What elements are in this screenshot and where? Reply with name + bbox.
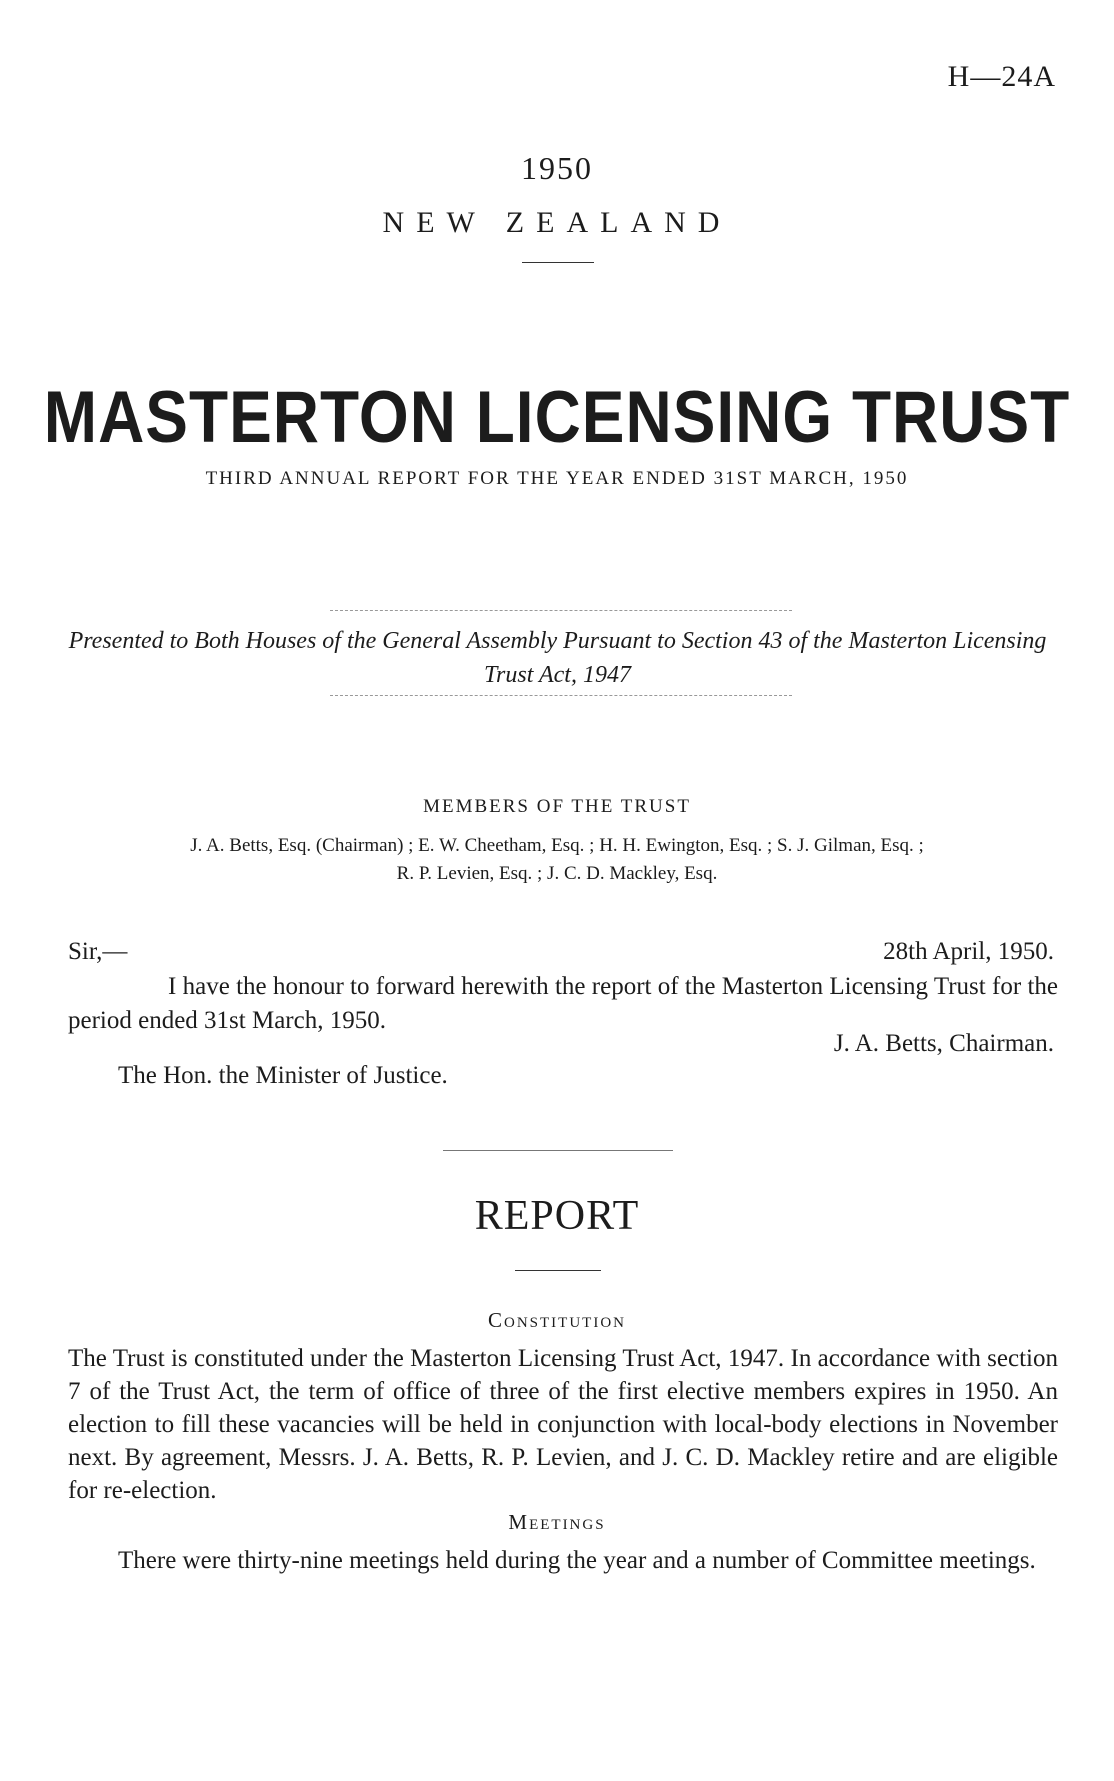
- letter-signature: J. A. Betts, Chairman.: [833, 1030, 1054, 1057]
- divider: [515, 1270, 601, 1271]
- report-heading: REPORT: [474, 1193, 640, 1239]
- letter-date: 28th April, 1950.: [883, 938, 1054, 965]
- members-line: R. P. Levien, Esq. ; J. C. D. Mackley, Esq.: [396, 863, 718, 884]
- document-reference: H—24A: [947, 60, 1056, 93]
- document-title: MASTERTON LICENSING TRUST: [43, 375, 1071, 458]
- members-line: J. A. Betts, Esq. (Chairman) ; E. W. Cheetham, Esq. ; H. H. Ewington, Esq. ; S. J. Gilman, Esq. ;: [190, 835, 924, 856]
- divider: [443, 1150, 673, 1151]
- letter-addressee: The Hon. the Minister of Justice.: [118, 1062, 448, 1089]
- document-subtitle: THIRD ANNUAL REPORT FOR THE YEAR ENDED 31ST MARCH, 1950: [205, 468, 909, 489]
- meetings-heading: Meetings: [508, 1510, 606, 1534]
- constitution-paragraph: The Trust is constituted under the Masterton Licensing Trust Act, 1947. In accordance with section 7 of the Trust Act, the term of office of three of the first elective members expires in 1950. An election to fill these vacancies will be held in conjunction with local-body elections in November next. By agreement, Messrs. J. A. Betts, R. P. Levien, and J. C. D. Mackley retire and are eligible for re-election.: [68, 1345, 1058, 1504]
- meetings-paragraph: There were thirty-nine meetings held during the year and a number of Committee meetings.: [118, 1547, 1036, 1574]
- divider: [330, 610, 792, 611]
- members-heading: MEMBERS OF THE TRUST: [423, 796, 691, 817]
- letter-body: I have the honour to forward herewith the report of the Masterton Licensing Trust for the period ended 31st March, 1950.: [68, 973, 1058, 1034]
- country-heading: NEW ZEALAND: [382, 206, 732, 239]
- divider: [522, 262, 594, 263]
- members-list: [40, 832, 1074, 888]
- divider: [330, 695, 792, 696]
- letter-salutation: Sir,—: [68, 938, 128, 965]
- presentation-statement: Presented to Both Houses of the General Assembly Pursuant to Section 43 of the Masterton Licensing Trust Act, 1947: [68, 628, 1047, 688]
- constitution-heading: Constitution: [488, 1308, 626, 1332]
- publication-year: 1950: [521, 150, 593, 186]
